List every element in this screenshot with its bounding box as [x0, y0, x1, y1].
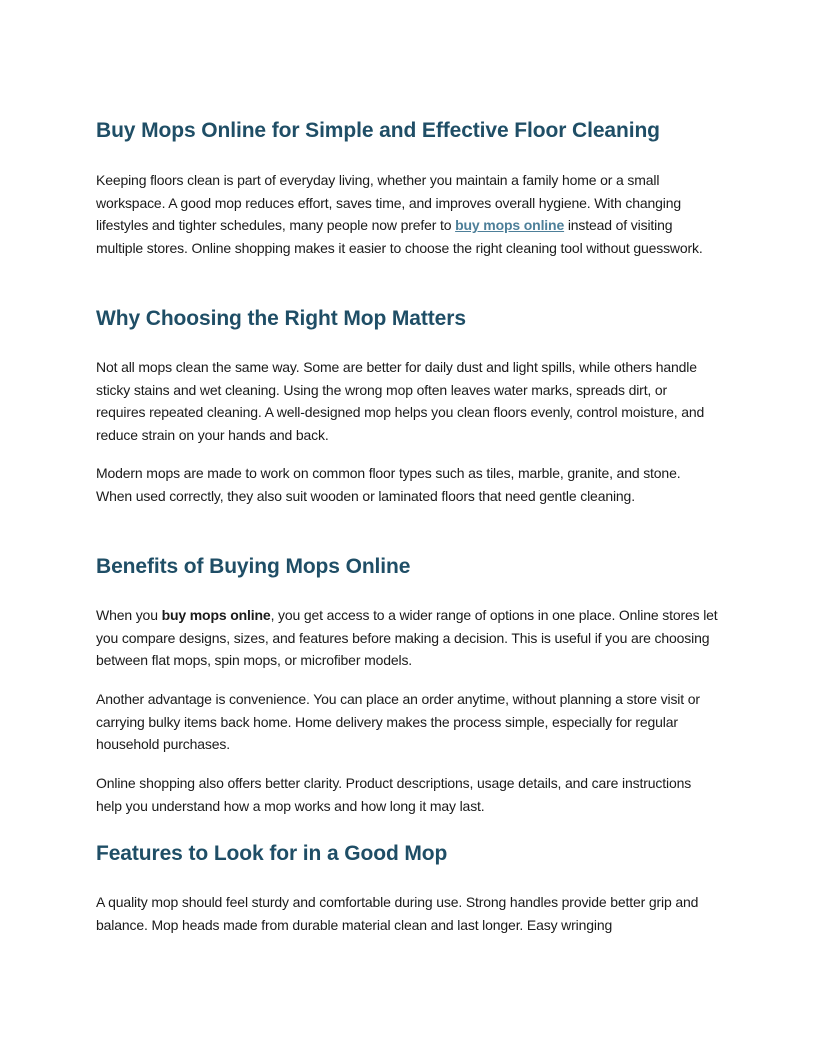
why-paragraph-2: Modern mops are made to work on common floor types such as tiles, marble, granite, and stone. When used correctly, they also suit wooden or laminated floors that need gentle cleaning. — [96, 465, 681, 504]
why-paragraph-1: Not all mops clean the same way. Some are better for daily dust and light spills, while others handle sticky stains and wet cleaning. Using the wrong mop often leaves water marks, spreads dirt, or requires repeated cleaning. A well-designed mop helps you clean floors evenly, control moisture, and reduce strain on your hands and back. — [96, 359, 705, 443]
benefits-text-end: , you get access to a wider range of options in one place. Online stores let you compare designs, sizes, and features before making a decision. This is useful if you are choosing between flat mops, spin mops, or microfiber models. — [96, 607, 718, 669]
page-title: Buy Mops Online for Simple and Effective Floor Cleaning — [96, 119, 660, 142]
benefits-paragraph-1 — [96, 604, 720, 672]
benefits-text-start: When you — [96, 607, 162, 623]
section-heading-why: Why Choosing the Right Mop Matters — [96, 307, 466, 330]
intro-text-start: Keeping floors clean is part of everyday living, whether you maintain a family home or a small workspace. A good mop reduces effort, saves time, and improves overall hygiene. With changing lifestyles and tighter schedules, many people now prefer to — [96, 172, 682, 234]
features-paragraph-1: A quality mop should feel sturdy and comfortable during use. Strong handles provide better grip and balance. Mop heads made from durable material clean and last longer. Easy wringing — [96, 894, 699, 933]
section-heading-benefits: Benefits of Buying Mops Online — [96, 555, 411, 578]
buy-mops-online-link[interactable]: buy mops online — [455, 217, 565, 234]
intro-paragraph — [96, 169, 720, 259]
benefits-paragraph-2: Another advantage is convenience. You can place an order anytime, without planning a store visit or carrying bulky items back home. Home delivery makes the process simple, especially for regular household purchases. — [96, 691, 700, 753]
intro-text-end: instead of visiting multiple stores. Online shopping makes it easier to choose the right cleaning tool without guesswork. — [96, 217, 703, 256]
benefits-paragraph-3: Online shopping also offers better clarity. Product descriptions, usage details, and care instructions help you understand how a mop works and how long it may last. — [96, 775, 692, 814]
benefits-bold-phrase: buy mops online — [161, 607, 271, 623]
section-heading-features: Features to Look for in a Good Mop — [96, 842, 448, 865]
